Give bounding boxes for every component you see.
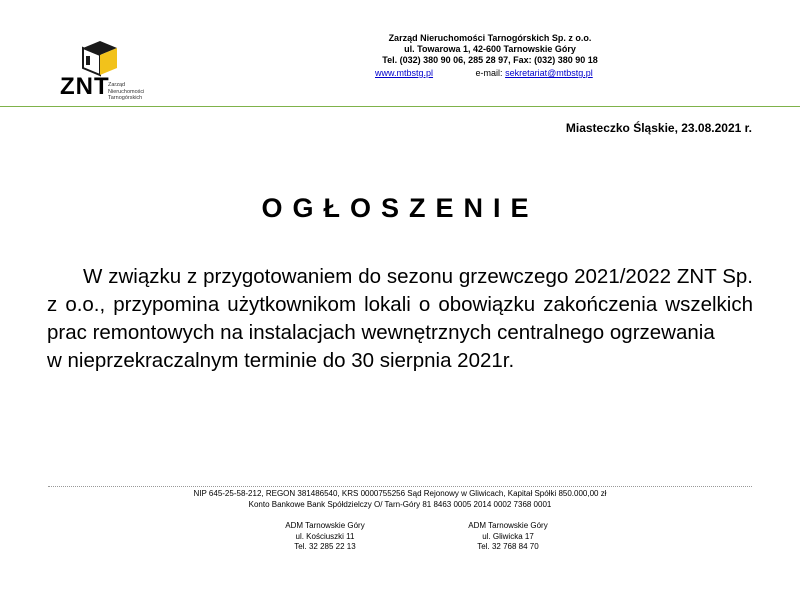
email-link[interactable]: sekretariat@mtbstg.pl xyxy=(505,68,593,78)
office-name: ADM Tarnowskie Góry xyxy=(468,521,548,530)
office-phone: Tel. 32 768 84 70 xyxy=(477,542,539,551)
footer-registration: NIP 645-25-58-212, REGON 381486540, KRS 0000755256 Sąd Rejonowy w Gliwicach, Kapitał Spółki 850.000,00 zł xyxy=(193,489,607,498)
document-date: Miasteczko Śląskie, 23.08.2021 r. xyxy=(565,121,752,135)
announcement-body xyxy=(47,263,753,375)
logo-subtitle-line: Tarnogórskich xyxy=(108,95,143,101)
logo-abbreviation: ZNT xyxy=(60,73,110,100)
office-phone: Tel. 32 285 22 13 xyxy=(294,542,356,551)
header-divider xyxy=(0,106,800,107)
company-name: Zarząd Nieruchomości Tarnogórskich Sp. z o.o. xyxy=(388,33,592,43)
footer-bank-account: Konto Bankowe Bank Spółdzielczy O/ Tarn-Góry 81 8463 0005 2014 0002 7368 0001 xyxy=(248,500,552,509)
email-label: e-mail: xyxy=(475,68,503,78)
office-street: ul. Kościuszki 11 xyxy=(295,531,355,541)
office-kosciuszki xyxy=(265,521,385,553)
cube-logo-icon xyxy=(80,38,120,78)
logo-subtitle xyxy=(108,82,164,102)
logo-subtitle-line: Zarząd xyxy=(108,82,126,88)
footer-divider xyxy=(48,486,752,487)
announcement-deadline: w nieprzekraczalnym terminie do 30 sierpnia 2021r. xyxy=(47,349,515,372)
announcement-paragraph: W związku z przygotowaniem do sezonu grzewczego 2021/2022 ZNT Sp. z o.o., przypomina użytkownikom lokali o obowiązku zakończenia wszelkich prac remontowych na instalacjach wewnętrznych centralnego ogrzewania xyxy=(47,265,753,344)
logo-subtitle-line: Nieruchomości xyxy=(108,88,145,95)
document-title: OGŁOSZENIE xyxy=(261,193,539,223)
company-header xyxy=(340,33,640,66)
company-phones: Tel. (032) 380 90 06, 285 28 97, Fax: (032) 380 90 18 xyxy=(382,55,598,65)
header-links xyxy=(375,68,645,79)
office-gliwicka xyxy=(448,521,568,553)
company-address: ul. Towarowa 1, 42-600 Tarnowskie Góry xyxy=(404,44,576,54)
company-logo xyxy=(58,38,168,102)
office-street: ul. Gliwicka 17 xyxy=(482,531,534,541)
website-link[interactable]: www.mtbstg.pl xyxy=(375,68,434,78)
office-name: ADM Tarnowskie Góry xyxy=(285,521,365,530)
